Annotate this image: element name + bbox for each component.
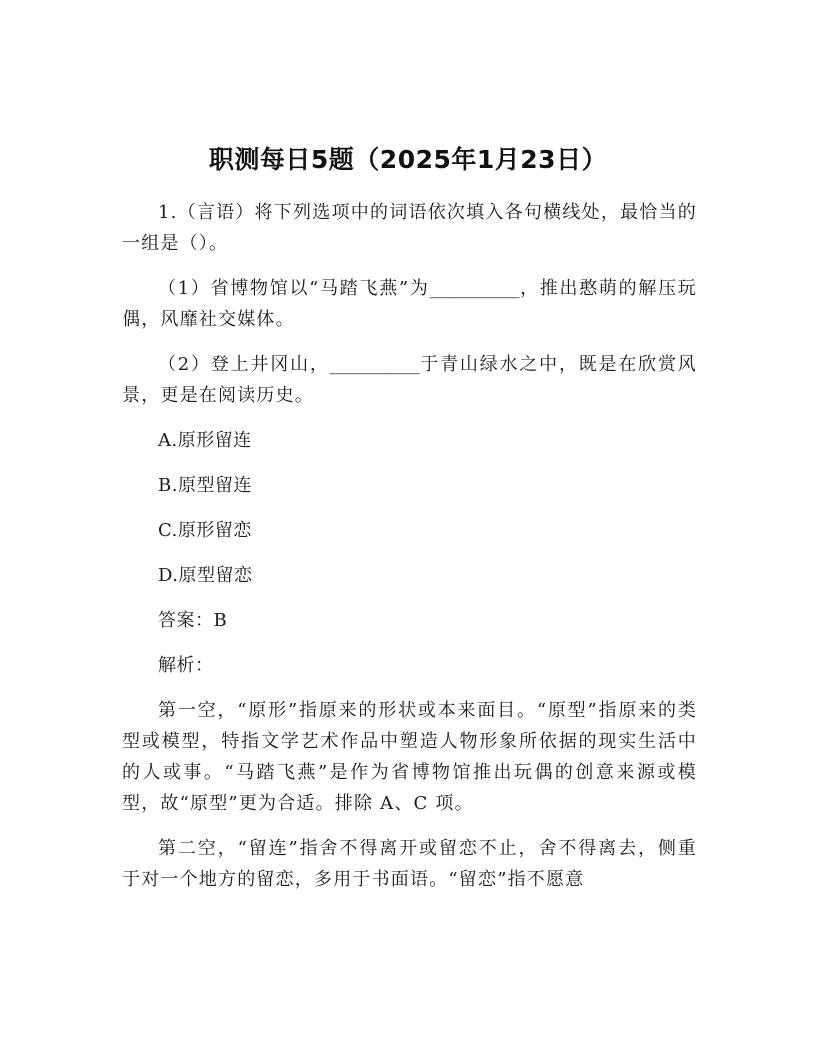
analysis-paragraph-2: 第二空，“留连”指舍不得离开或留恋不止，舍不得离去，侧重于对一个地方的留恋，多用于书面语。“留恋”指不愿意 [122,838,697,890]
sentence-2-before: （2）登上井冈山， [158,354,330,375]
sentence-1-after: ，推出憨萌的解压玩偶，风靡社交媒体。 [122,278,697,330]
sentence-2-after: 于青山绿水之中，既是在欣赏风景，更是在阅读历史。 [122,354,697,406]
sentence-1-blank: __________ [429,278,520,299]
option-b: B.原型留连 [158,475,252,496]
answer: 答案：B [158,610,228,631]
sentence-1 [122,273,697,335]
sentence-2 [122,349,697,411]
question-body [122,197,697,909]
page-title: 职测每日5题（2025年1月23日） [208,145,608,174]
analysis-paragraph-1: 第一空，“原形”指原来的形状或本来面目。“原型”指原来的类型或模型，特指文学艺术作品中塑造人物形象所依据的现实生活中的人或事。“马踏飞燕”是作为省博物馆推出玩偶的创意来源或模型，故“原型”更为合适。排除 A、C 项。 [122,700,697,814]
option-d: D.原型留恋 [158,565,253,586]
sentence-2-blank: __________ [329,354,420,375]
analysis-label: 解析： [158,655,214,676]
option-c: C.原形留恋 [158,520,252,541]
sentence-1-before: （1）省博物馆以“马踏飞燕”为 [158,278,430,299]
option-a: A.原形留连 [158,430,252,451]
question-stem: 1.（言语）将下列选项中的词语依次填入各句横线处，最恰当的一组是（）。 [122,202,697,254]
